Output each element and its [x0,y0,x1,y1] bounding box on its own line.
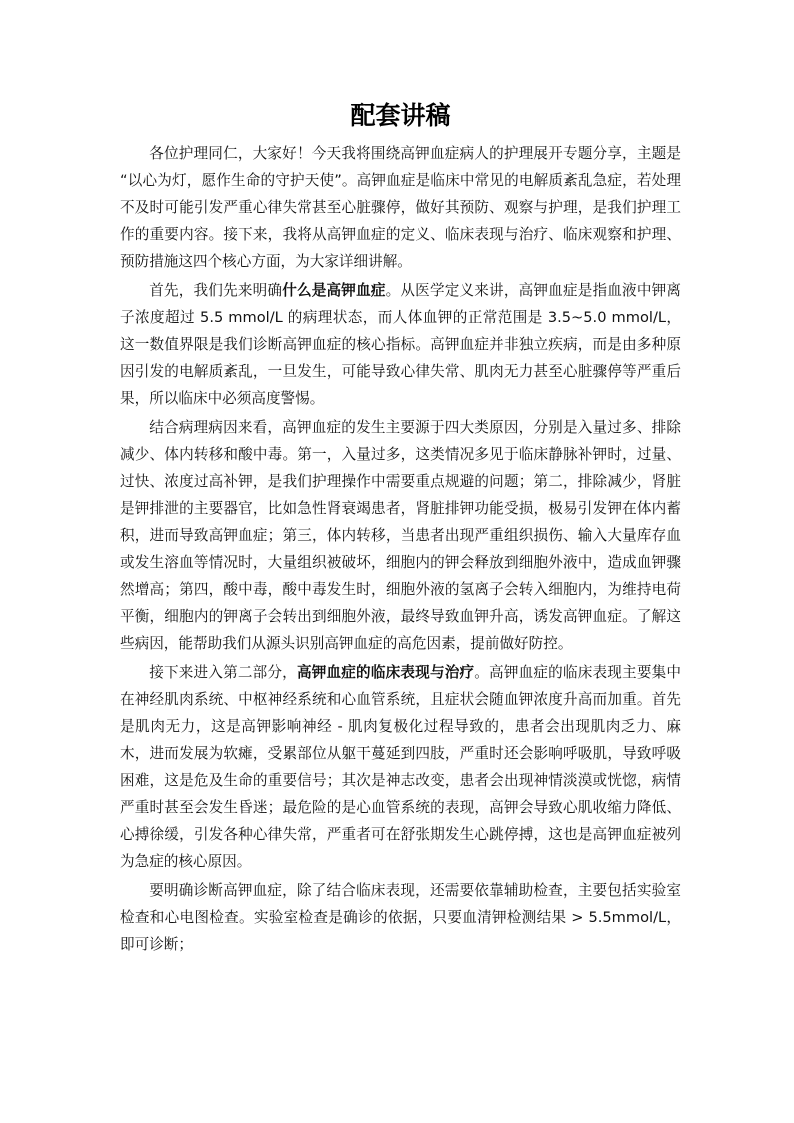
paragraph-text: 。高钾血症的临床表现主要集中在神经肌肉系统、中枢神经系统和心血管系统，且症状会随血钾浓度升高而加重。首先是肌肉无力，这是高钾影响神经 - 肌肉复极化过程导致的，患者会出现肌肉乏力、麻木，进而发展为软瘫，受累部位从躯干蔓延到四肢，严重时还会影响呼吸肌，导致呼吸困难，这是危及生命的重要信号；其次是神志改变，患者会出现神情淡漠或恍惚，病情严重时甚至会发生昏迷；最危险的是心血管系统的表现，高钾会导致心肌收缩力降低、心搏徐缓，引发各种心律失常，严重者可在舒张期发生心跳停搏，这也是高钾血症被列为急症的核心原因。 [120,664,681,870]
paragraph-text: 各位护理同仁，大家好！今天我将围绕高钾血症病人的护理展开专题分享，主题是 “以心为灯，愿作生命的守护天使”。高钾血症是临床中常见的电解质紊乱急症，若处理不及时可能引发严重心律失常甚至心脏骤停，做好其预防、观察与护理，是我们护理工作的重要内容。接下来，我将从高钾血症的定义、临床表现与治疗、临床观察和护理、预防措施这四个核心方面，为大家详细讲解。 [120,145,681,270]
paragraph-intro [120,140,681,275]
paragraph-text: 接下来进入第二部分， [149,664,297,681]
paragraph-emphasis: 高钾血症的临床表现与治疗 [296,664,475,681]
paragraph-text: 要明确诊断高钾血症，除了结合临床表现，还需要依靠辅助检查，主要包括实验室检查和心电图检查。实验室检查是确诊的依据，只要血清钾检测结果 > 5.5mmol/L，即可诊断； [120,882,681,953]
paragraph-text: 。从医学定义来讲，高钾血症是指血液中钾离子浓度超过 5.5 mmol/L 的病理状态，而人体血钾的正常范围是 3.5~5.0 mmol/L，这一数值界限是我们诊断高钾血症的核心指标。高钾血症并非独立疾病，而是由多种原因引发的电解质紊乱，一旦发生，可能导致心律失常、肌肉无力甚至心脏骤停等严重后果，所以临床中必须高度警惕。 [120,282,681,407]
paragraph-text: 结合病理病因来看，高钾血症的发生主要源于四大类原因，分别是入量过多、排除减少、体内转移和酸中毒。第一，入量过多，这类情况多见于临床静脉补钾时，过量、过快、浓度过高补钾，是我们护理操作中需要重点规避的问题；第二，排除减少，肾脏是钾排泄的主要器官，比如急性肾衰竭患者，肾脏排钾功能受损，极易引发钾在体内蓄积，进而导致高钾血症；第三，体内转移，当患者出现严重组织损伤、输入大量库存血或发生溶血等情况时，大量组织被破坏，细胞内的钾会释放到细胞外液中，造成血钾骤然增高；第四，酸中毒，酸中毒发生时，细胞外液的氢离子会转入细胞内，为维持电荷平衡，细胞内的钾离子会转出到细胞外液，最终导致血钾升高，诱发高钾血症。了解这些病因，能帮助我们从源头识别高钾血症的高危因素，提前做好防控。 [120,419,681,652]
document-body [120,96,681,960]
paragraph-emphasis: 什么是高钾血症 [282,282,386,299]
paragraph-diagnosis [120,877,681,958]
paragraph-text: 首先，我们先来明确 [149,282,283,299]
page-title: 配套讲稿 [350,101,451,130]
paragraph-causes [120,414,681,657]
paragraph-clinical [120,659,681,875]
paragraph-definition [120,277,681,412]
